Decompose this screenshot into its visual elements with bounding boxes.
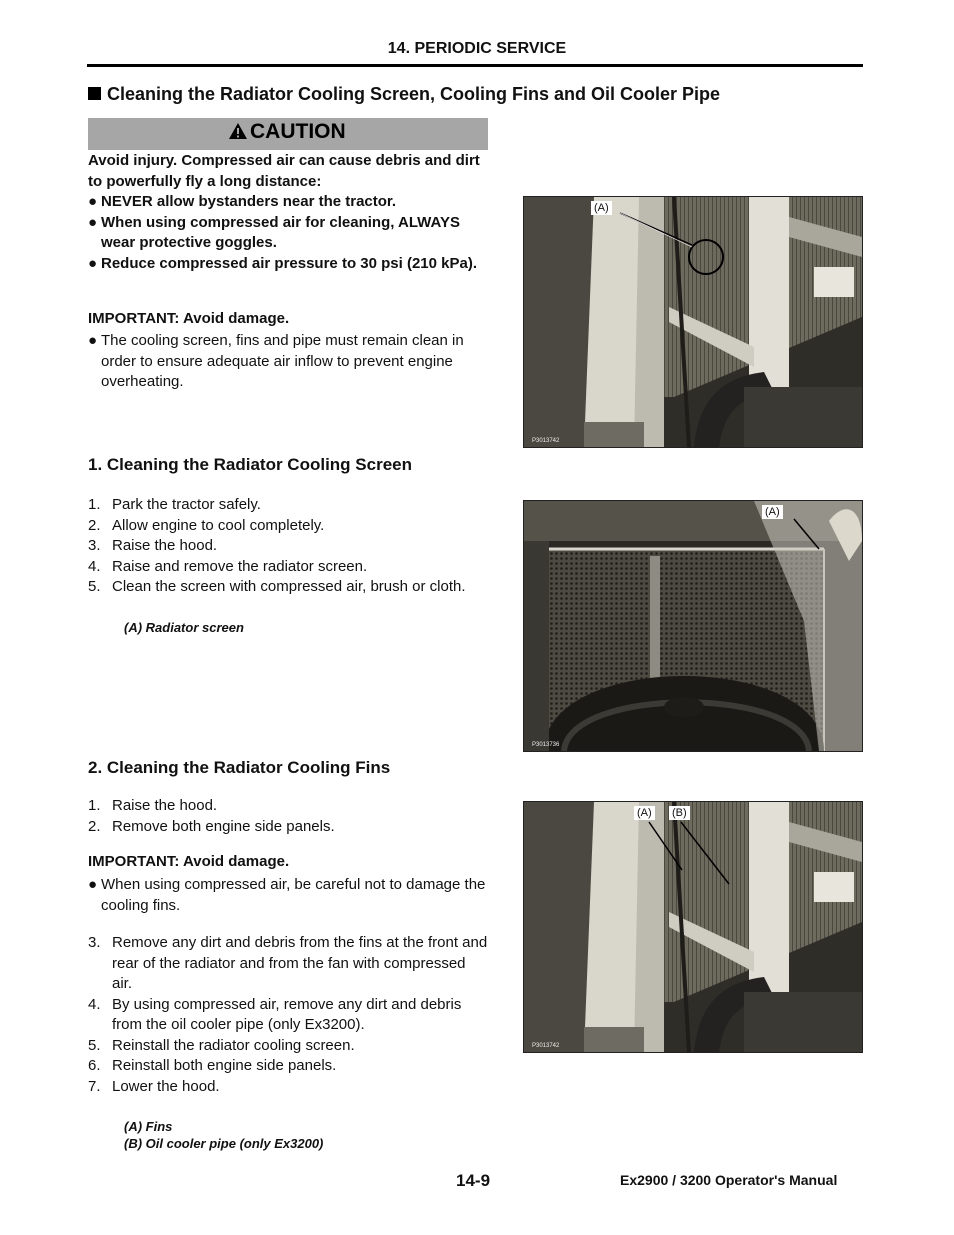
photo3-code: P3013742	[532, 1043, 560, 1049]
caution-bullet-2: ● When using compressed air for cleaning, ALWAYS wear protective goggles.	[88, 213, 488, 254]
photo1-label-a: (A)	[591, 201, 612, 215]
square-bullet-icon	[88, 87, 101, 100]
caution-intro: Avoid injury. Compressed air can cause debris and dirt to powerfully fly a long distance:	[88, 152, 480, 190]
important-bullet-text-1: ● The cooling screen, fins and pipe must remain clean in order to ensure adequate air inflow to prevent engine overheating.	[88, 331, 488, 393]
section-title-text: Cleaning the Radiator Cooling Screen, Cooling Fins and Oil Cooler Pipe	[107, 84, 721, 104]
list-item: 2. Remove both engine side panels.	[88, 817, 335, 835]
step2-heading: 2. Cleaning the Radiator Cooling Fins	[88, 758, 391, 777]
photo1-code: P3013742	[532, 438, 560, 444]
important-label-1: IMPORTANT: Avoid damage.	[88, 310, 290, 327]
page-number: 14-9	[456, 1171, 491, 1190]
page-header-title: 14. PERIODIC SERVICE	[387, 40, 567, 57]
list-item: 4. Raise and remove the radiator screen.	[88, 557, 368, 575]
caution-label: CAUTION	[250, 120, 346, 143]
important-label-2: IMPORTANT: Avoid damage.	[88, 853, 290, 870]
photo2-code: P3013736	[532, 742, 560, 748]
photo3-label-a: (A)	[634, 806, 655, 820]
list-item: 1. Raise the hood.	[88, 797, 218, 814]
radiator-screen-photo	[523, 500, 863, 752]
header-rule	[87, 64, 863, 67]
caution-bullet-1: ● NEVER allow bystanders near the tractor.	[88, 192, 488, 213]
step2-caption	[124, 1118, 323, 1152]
caption-fins: (A) Fins	[124, 1119, 173, 1134]
section-title	[88, 84, 720, 105]
list-item: 2. Allow engine to cool completely.	[88, 516, 325, 534]
list-item: 3. Remove any dirt and debris from the fins at the front and rear of the radiator and from the fan with compressed air.	[88, 934, 488, 992]
caution-banner	[88, 118, 488, 150]
step2-list-b	[88, 933, 488, 1097]
warning-triangle-icon	[228, 122, 248, 140]
caution-text	[88, 151, 488, 274]
photo3-label-b: (B)	[669, 806, 690, 820]
manual-title: Ex2900 / 3200 Operator's Manual	[620, 1172, 838, 1188]
step2-list-a	[88, 796, 488, 837]
caution-bullet-3: ● Reduce compressed air pressure to 30 psi (210 kPa).	[88, 254, 488, 275]
list-item: 5. Reinstall the radiator cooling screen.	[88, 1036, 355, 1054]
step1-list	[88, 495, 488, 598]
important-bullet-2	[88, 875, 488, 916]
important-bullet-1	[88, 331, 488, 393]
step1-caption: (A) Radiator screen	[124, 620, 244, 635]
radiator-fins-photo-1	[523, 196, 863, 448]
list-item: 3. Raise the hood.	[88, 537, 218, 554]
step1-heading: 1. Cleaning the Radiator Cooling Screen	[88, 455, 412, 474]
list-item: 7. Lower the hood.	[88, 1077, 220, 1095]
radiator-fins-photo-2	[523, 801, 863, 1053]
list-item: 1. Park the tractor safely.	[88, 496, 261, 513]
important-bullet-text-2: ● When using compressed air, be careful not to damage the cooling fins.	[88, 875, 488, 916]
photo2-label-a: (A)	[762, 505, 783, 519]
list-item: 5. Clean the screen with compressed air, brush or cloth.	[88, 578, 466, 595]
list-item: 6. Reinstall both engine side panels.	[88, 1057, 337, 1074]
list-item: 4. By using compressed air, remove any dirt and debris from the oil cooler pipe (only Ex3200).	[88, 995, 462, 1033]
caption-oil-cooler: (B) Oil cooler pipe (only Ex3200)	[124, 1136, 324, 1151]
